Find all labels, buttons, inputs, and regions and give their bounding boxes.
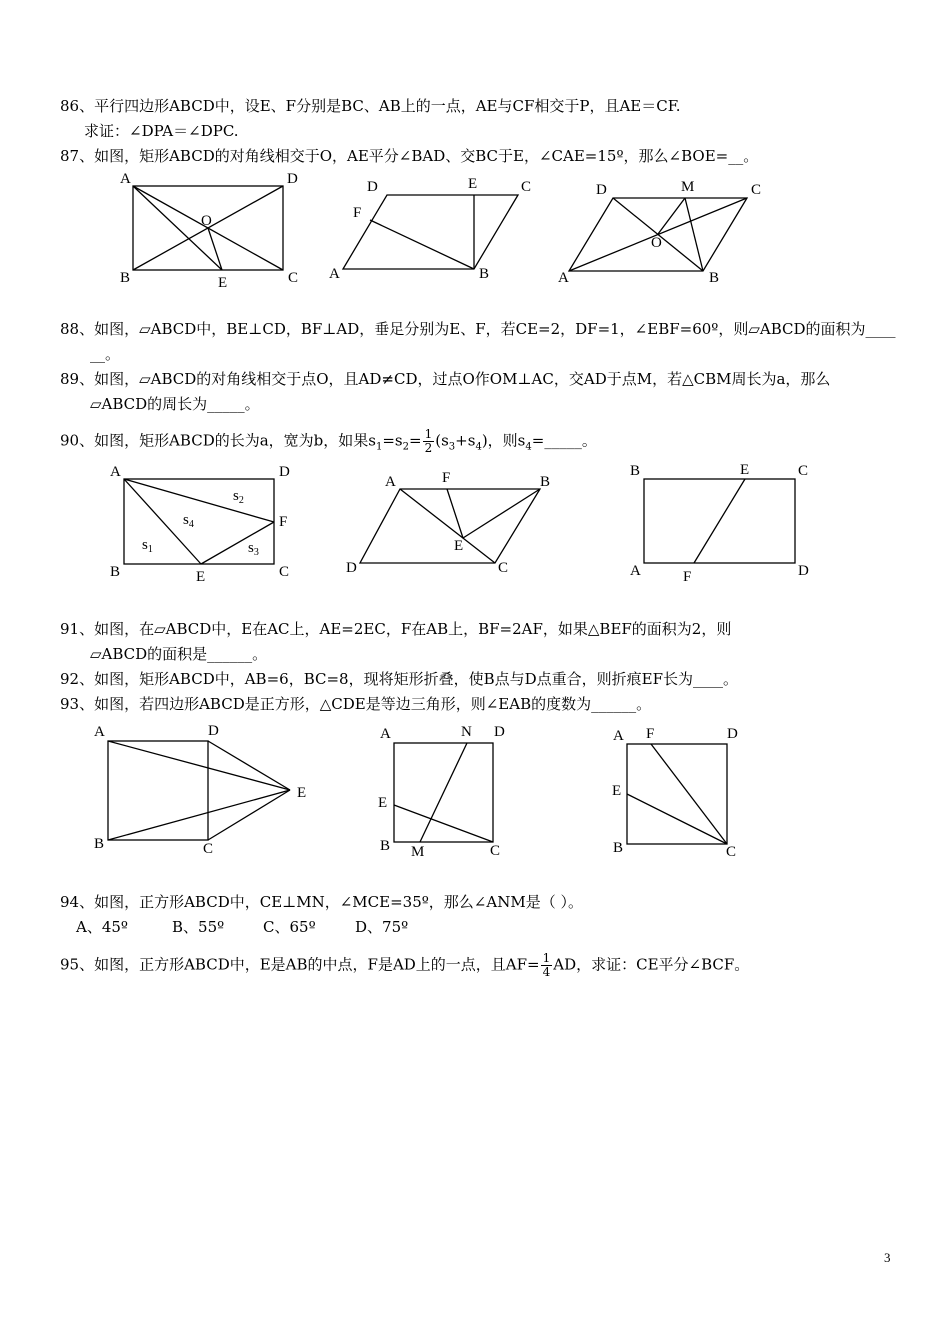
label-D: D	[279, 464, 290, 480]
label-E: E	[218, 275, 228, 291]
label-D: D	[367, 179, 378, 195]
label-A: A	[630, 563, 641, 579]
label-D: D	[287, 171, 298, 187]
label-A: A	[110, 464, 121, 480]
label-A: A	[120, 171, 131, 187]
label-E: E	[196, 569, 206, 585]
label-M: M	[681, 179, 695, 195]
q91-line1: 91、如图，在▱ABCD中，E在AC上，AE=2EC，F在AB上，BF=2AF，如果△BEF的面积为2，则	[60, 620, 732, 638]
label-C: C	[279, 564, 290, 580]
q86-line2: 求证：∠DPA＝∠DPC.	[84, 122, 239, 140]
figure-95-square	[605, 722, 755, 862]
figure-92-rectangle	[625, 458, 820, 588]
label-B: B	[540, 474, 551, 490]
q89-line1: 89、如图，▱ABCD的对角线相交于点O，且AD≠CD，过点O作OM⊥AC，交AD于点M，若△CBM周长为a，那么	[60, 370, 831, 388]
label-E: E	[378, 795, 388, 811]
label-A: A	[329, 266, 340, 282]
label-O: O	[651, 235, 662, 251]
figure-87-rectangle	[110, 166, 310, 296]
label-D: D	[727, 726, 738, 742]
label-E: E	[297, 785, 307, 801]
label-F: F	[353, 205, 362, 221]
option-d: D、75º	[355, 918, 409, 936]
label-E: E	[454, 538, 464, 554]
q88-line1: 88、如图，▱ABCD中，BE⊥CD，BF⊥AD，垂足分别为E、F，若CE=2，DF=1，∠EBF=60º，则▱ABCD的面积为____	[60, 320, 896, 338]
label-A: A	[613, 728, 624, 744]
label-C: C	[798, 463, 809, 479]
figure-93-square-triangle	[90, 718, 325, 858]
label-C: C	[521, 179, 532, 195]
svg-text:s1: $s_1$	[142, 537, 153, 555]
label-D: D	[494, 724, 505, 740]
q90-line: 90、如图，矩形ABCD的长为a，宽为b，如果$s_1=s_2=$ $\frac{1}{2}$ $(s_3+s_4)$，则$s_4=\_\_\_\_\_$。	[60, 427, 597, 455]
label-A: A	[94, 724, 105, 740]
label-C: C	[490, 843, 501, 859]
label-D: D	[798, 563, 809, 579]
q95-fraction: $\frac{1}{4}$	[542, 951, 551, 979]
label-B: B	[479, 266, 490, 282]
label-B: B	[630, 463, 641, 479]
q94-line1: 94、如图，正方形ABCD中，CE⊥MN，∠MCE=35º，那么∠ANM是（ ）。	[60, 893, 583, 911]
label-A: A	[385, 474, 396, 490]
figure-88-parallelogram	[325, 172, 540, 287]
label-B: B	[94, 836, 105, 852]
label-C: C	[751, 182, 762, 198]
q91-line2: ▱ABCD的面积是______。	[90, 645, 268, 663]
label-B: B	[110, 564, 121, 580]
label-M: M	[411, 844, 425, 860]
q87-line1: 87、如图，矩形ABCD的对角线相交于O，AE平分∠BAD、交BC于E，∠CAE=15º，那么∠BOE=__。	[60, 147, 759, 165]
q95-prefix: 95、如图，正方形ABCD中，E是AB的中点，F是AD上的一点，且AF=	[60, 955, 540, 974]
label-F: F	[683, 569, 692, 585]
option-c: C、65º	[263, 918, 316, 936]
label-F: F	[646, 726, 655, 742]
label-E: E	[740, 462, 750, 478]
svg-text:s2: $s_2$	[233, 488, 244, 506]
q90-blank: =_____。	[531, 431, 597, 450]
option-a: A、45º	[76, 918, 128, 936]
label-B: B	[613, 840, 624, 856]
q95-line	[60, 952, 749, 979]
label-N: N	[461, 724, 472, 740]
label-D: D	[596, 182, 607, 198]
label-D: D	[346, 560, 357, 576]
label-F: F	[442, 470, 451, 486]
figure-90-rectangle	[100, 458, 300, 588]
q95-suffix: AD，求证：CE平分∠BCF。	[553, 955, 750, 974]
q89-line2: ▱ABCD的周长为_____。	[90, 395, 260, 413]
q93-line1: 93、如图，若四边形ABCD是正方形，△CDE是等边三角形，则∠EAB的度数为______。	[60, 695, 652, 713]
label-E: E	[612, 783, 622, 799]
q92-line1: 92、如图，矩形ABCD中，AB=6，BC=8，现将矩形折叠，使B点与D点重合，则折痕EF长为____。	[60, 670, 738, 688]
q90-fraction: $\frac{1}{2}$	[424, 427, 433, 455]
figure-89-parallelogram	[555, 175, 770, 290]
label-A: A	[380, 726, 391, 742]
label-B: B	[709, 270, 720, 286]
svg-text:s3: $s_3$	[248, 540, 259, 558]
page-number: 3	[884, 1250, 891, 1265]
q90-prefix: 90、如图，矩形ABCD的长为a，宽为b，如果s	[60, 431, 376, 450]
label-A: A	[558, 270, 569, 286]
label-E: E	[468, 176, 478, 192]
svg-text:s4: $s_4$	[183, 512, 194, 530]
label-C: C	[726, 844, 737, 860]
label-F: F	[279, 514, 288, 530]
label-O: O	[201, 213, 212, 229]
label-C: C	[288, 270, 299, 286]
q86-line1: 86、平行四边形ABCD中，设E、F分别是BC、AB上的一点，AE与CF相交于P，且AE＝CF.	[60, 97, 681, 115]
figure-94-square	[375, 720, 510, 860]
label-B: B	[120, 270, 131, 286]
figure-91-parallelogram	[340, 466, 560, 581]
option-b: B、55º	[172, 918, 225, 936]
label-C: C	[203, 841, 214, 857]
label-B: B	[380, 838, 391, 854]
q94-options	[76, 917, 408, 937]
label-C: C	[498, 560, 509, 576]
label-D: D	[208, 723, 219, 739]
q88-line2: __。	[90, 345, 121, 363]
q90-suffix: ，则s	[487, 431, 526, 450]
